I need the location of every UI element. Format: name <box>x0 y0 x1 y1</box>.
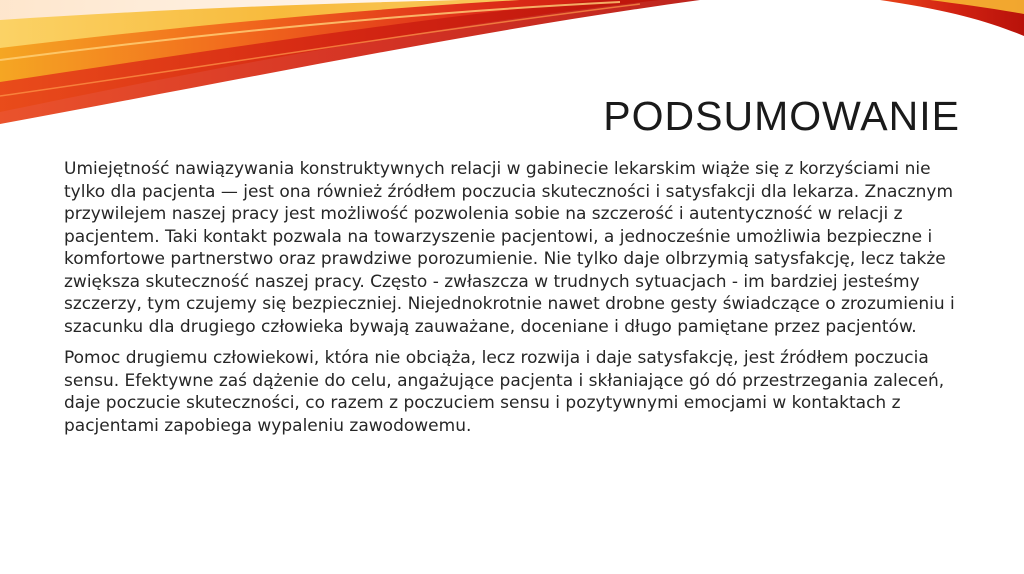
slide-title: PODSUMOWANIE <box>603 93 960 139</box>
body-paragraph-2: Pomoc drugiemu człowiekowi, która nie obciąża, lecz rozwija i daje satysfakcję, jest źródłem poczucia sensu. Efektywne zaś dążenie do celu, angażujące pacjenta i skłaniające gó dó przestrzegania zaleceń, daje poczucie skuteczności, co razem z poczuciem sensu i pozytywnymi emocjami w kontaktach z pacjentami zapobiega wypaleniu zawodowemu. <box>64 348 945 436</box>
slide-body <box>64 158 960 446</box>
body-paragraph-1: Umiejętność nawiązywania konstruktywnych relacji w gabinecie lekarskim wiąże się z korzyściami nie tylko dla pacjenta — jest ona również źródłem poczucia skuteczności i satysfakcji dla lekarza. Znacznym przywilejem naszej pracy jest możliwość pozwolenia sobie na szczerość i autentyczność w relacji z pacjentem. Taki kontakt pozwala na towarzyszenie pacjentowi, a jednocześnie umożliwia bezpieczne i komfortowe partnerstwo oraz prawdziwe porozumienie. Nie tylko daje olbrzymią satysfakcję, lecz także zwiększa skuteczność naszej pracy. Często - zwłaszcza w trudnych sytuacjach - im bardziej jesteśmy szczerzy, tym czujemy się bezpieczniej. Niejednokrotnie nawet drobne gesty świadczące o zrozumieniu i szacunku dla drugiego człowieka bywają zauważane, doceniane i długo pamiętane przez pacjentów. <box>64 159 955 337</box>
